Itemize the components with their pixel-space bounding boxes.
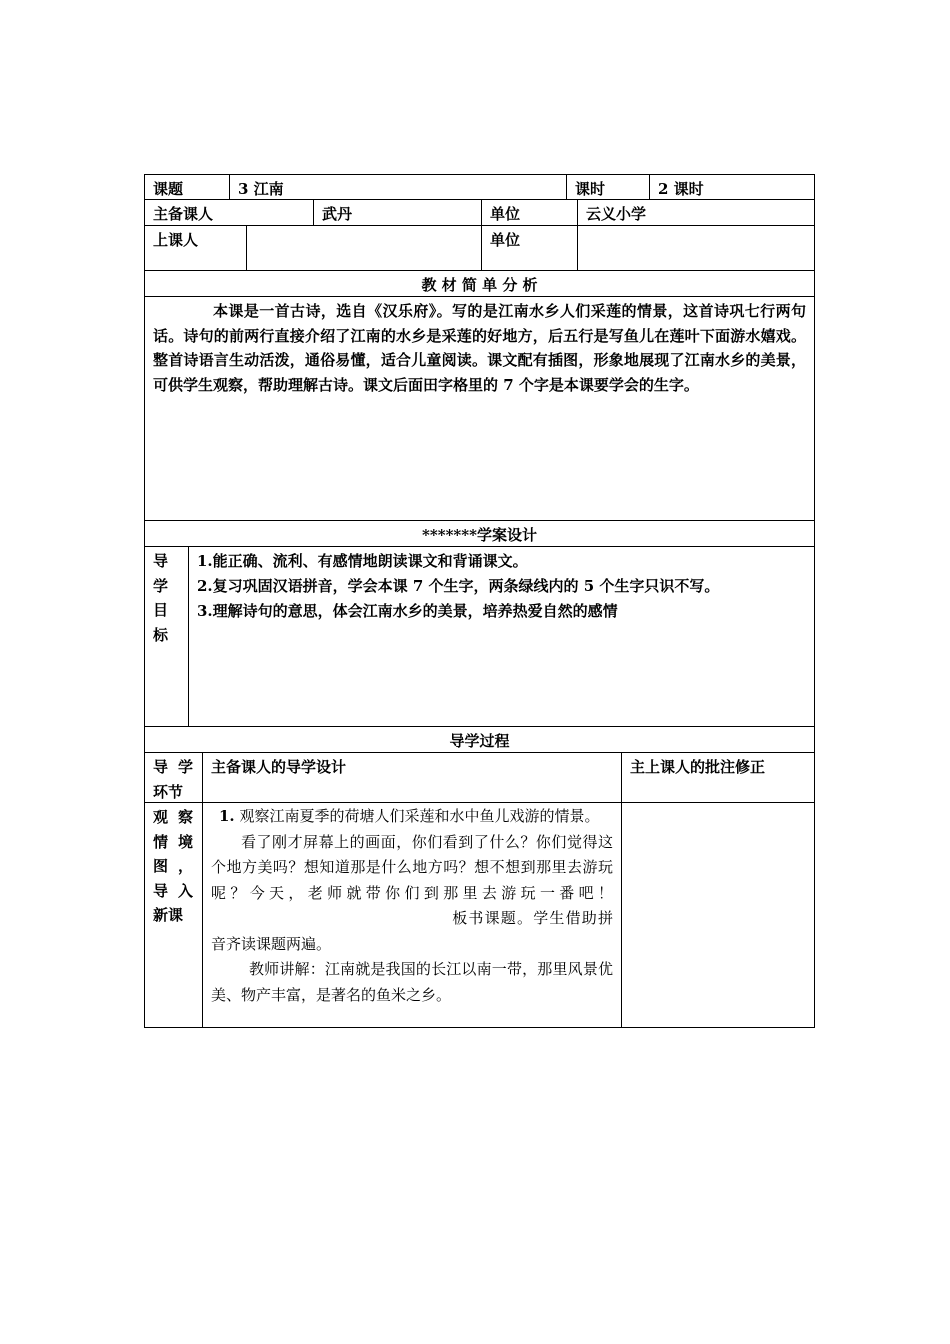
goals-list [188,547,814,726]
analysis-title: 教 材 简 单 分 析 [421,276,538,294]
goal-item: 1.能正确、流利、有感情地朗读课文和背诵课文。 [197,552,528,570]
process-content-row [144,803,815,1028]
design-title-row [144,521,815,547]
main-teacher-value: 武丹 [313,200,481,225]
period-label: 课时 [566,175,649,199]
goals-label: 导学目标 [153,552,169,644]
step-number: 1. [219,807,235,825]
step-title: 观察江南夏季的荷塘人们采莲和水中鱼儿戏游的情景。 [239,807,600,825]
unit-value: 云义小学 [577,200,814,225]
topic-value: 3 江南 [229,175,566,199]
topic-row [144,174,815,200]
lecturer-value [246,226,481,270]
goals-row [144,547,815,727]
paragraph-2: 教师讲解：江南就是我国的长江以南一带，那里风景优美、物产丰富，是著名的鱼米之乡。 [211,960,613,1004]
note-column-header: 主上课人的批注修正 [621,753,814,802]
stage-label: 观 察 情 境 图 ， 导 入 新课 [153,808,193,924]
main-teacher-label: 主备课人 [153,205,214,223]
goal-item: 2.复习巩固汉语拼音，学会本课 7 个生字，两条绿线内的 5 个生字只识不写。 [197,577,720,595]
goal-item: 3.理解诗句的意思，体会江南水乡的美景，培养热爱自然的感情 [197,602,618,620]
paragraph-1-tail: 板书课题。学生借助拼音齐读课题两遍。 [211,909,613,953]
design-title: *******学案设计 [422,526,537,544]
design-column-header: 主备课人的导学设计 [202,753,621,802]
topic-label: 课题 [153,180,184,198]
period-value: 2 课时 [649,175,814,199]
lecturer-row [144,226,815,271]
process-header-row [144,753,815,803]
note-content [621,803,814,1027]
process-title: 导学过程 [449,732,510,750]
lesson-plan-table [144,174,815,1028]
lecturer-label: 上课人 [153,231,199,249]
process-title-row [144,727,815,753]
unit2-value [577,226,814,270]
unit2-label: 单位 [481,226,577,270]
design-content [202,803,621,1027]
analysis-body-row [144,297,815,521]
analysis-text: 本课是一首古诗，选自《汉乐府》。写的是江南水乡人们采莲的情景，这首诗巩七行两句话。诗句的前两行直接介绍了江南的水乡是采莲的好地方，后五行是写鱼儿在莲叶下面游水嬉戏。整首诗语言生动活泼，通俗易懂，适合儿童阅读。课文配有插图，形象地展现了江南水乡的美景，可供学生观察，帮助理解古诗。课文后面田字格里的 7 个字是本课要学会的生字。 [153,302,806,394]
unit-label: 单位 [481,200,577,225]
analysis-title-row [144,271,815,297]
main-teacher-row [144,200,815,226]
stage-column-header: 导 学 环节 [153,758,193,801]
paragraph-1: 看了刚才屏幕上的画面，你们看到了什么？你们觉得这个地方美吗？想知道那是什么地方吗？想不想到那里去游玩呢？今天，老师就带你们到那里去游玩一番吧！ [211,832,613,902]
